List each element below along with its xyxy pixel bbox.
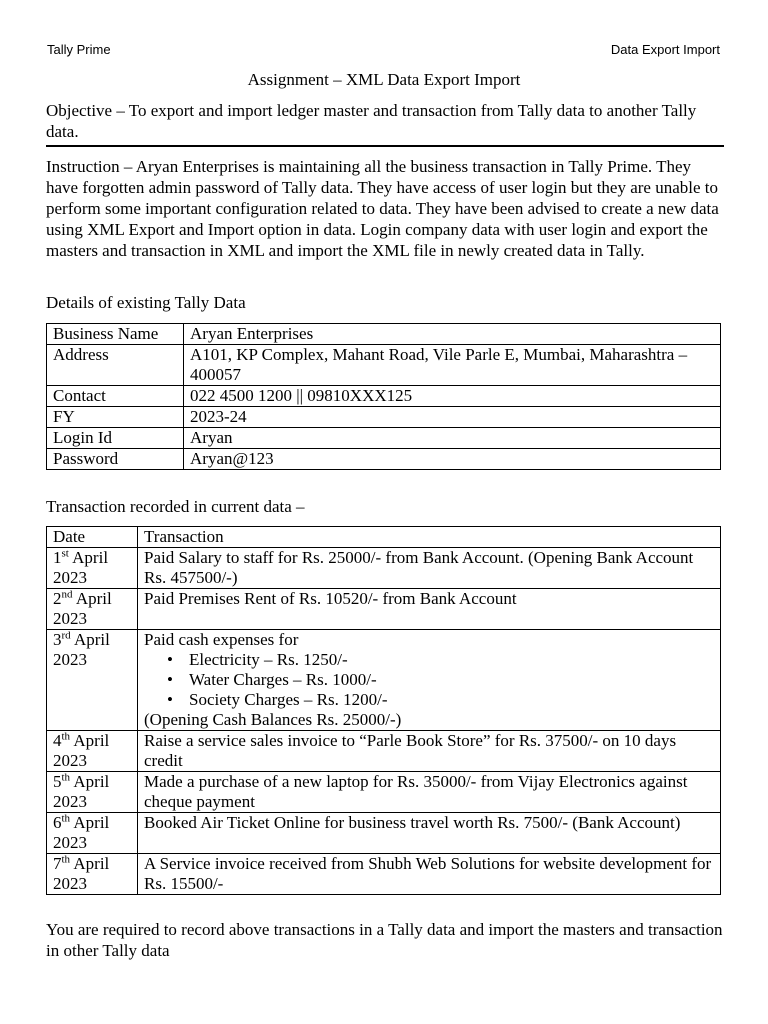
header-right: Data Export Import (610, 42, 720, 57)
transaction-row (47, 548, 721, 589)
transaction-row (47, 854, 721, 895)
transaction-row (47, 589, 721, 630)
transaction-description (138, 630, 721, 731)
date-day: 2 (53, 589, 62, 608)
transaction-text: Made a purchase of a new laptop for Rs. 35000/- from Vijay Electronics against cheque payment (144, 772, 688, 811)
date-day: 1 (53, 548, 62, 567)
details-value: 022 4500 1200 || 09810XXX125 (184, 386, 721, 407)
details-row (47, 324, 721, 345)
date-month: April (75, 589, 112, 608)
transaction-text: Booked Air Ticket Online for business travel worth Rs. 7500/- (Bank Account) (144, 813, 681, 832)
date-month: April (73, 813, 110, 832)
date-day: 4 (53, 731, 62, 750)
header-left: Tally Prime (47, 42, 111, 57)
details-row (47, 407, 721, 428)
details-key: Login Id (47, 428, 184, 449)
date-month: April (73, 854, 110, 873)
transaction-text: Raise a service sales invoice to “Parle Book Store” for Rs. 37500/- on 10 days credit (144, 731, 677, 770)
transaction-date (47, 548, 138, 589)
date-year: 2023 (53, 751, 87, 770)
instruction-text: Instruction – Aryan Enterprises is maintaining all the business transaction in Tally Prime. They have forgotten admin password of Tally data. They have access of user login but they are unable to perform some important configuration related to data. They have been advised to create a new data using XML Export and Import option in data. Login company data with user login and export the masters and transaction in XML and import the XML file in newly created data in Tally. (46, 157, 719, 260)
page-title: Assignment – XML Data Export Import (247, 70, 521, 89)
details-key: Business Name (47, 324, 184, 345)
expense-item: • Water Charges – Rs. 1000/- (189, 670, 714, 690)
transaction-description (138, 548, 721, 589)
date-year: 2023 (53, 650, 87, 669)
date-suffix: th (61, 771, 71, 784)
date-day: 5 (53, 772, 62, 791)
transaction-date (47, 854, 138, 895)
details-key: Password (47, 449, 184, 470)
transactions-label: Transaction recorded in current data – (46, 497, 305, 516)
date-month: April (73, 772, 110, 791)
transaction-row (47, 813, 721, 854)
date-suffix: th (61, 853, 71, 866)
transaction-text: Paid cash expenses for (144, 630, 299, 649)
transaction-description (138, 589, 721, 630)
transaction-date (47, 589, 138, 630)
date-suffix: rd (61, 629, 71, 642)
details-value: Aryan Enterprises (184, 324, 721, 345)
transaction-note: (Opening Cash Balances Rs. 25000/-) (144, 710, 402, 729)
date-year: 2023 (53, 874, 87, 893)
footer-text: You are required to record above transactions in a Tally data and import the masters and transaction in other Tally data (46, 920, 723, 960)
transaction-description (138, 731, 721, 772)
date-year: 2023 (53, 833, 87, 852)
details-value: A101, KP Complex, Mahant Road, Vile Parle E, Mumbai, Maharashtra – 400057 (184, 345, 721, 386)
details-key: FY (47, 407, 184, 428)
transaction-date (47, 630, 138, 731)
date-year: 2023 (53, 609, 87, 628)
date-month: April (73, 731, 110, 750)
transactions-table (46, 526, 721, 895)
details-row (47, 428, 721, 449)
date-day: 6 (53, 813, 62, 832)
details-value: Aryan@123 (184, 449, 721, 470)
transaction-description (138, 772, 721, 813)
transaction-date (47, 731, 138, 772)
transaction-description (138, 854, 721, 895)
details-key: Address (47, 345, 184, 386)
expense-item: • Society Charges – Rs. 1200/- (189, 690, 714, 710)
date-suffix: th (61, 812, 71, 825)
expense-item: • Electricity – Rs. 1250/- (189, 650, 714, 670)
date-suffix: th (61, 730, 71, 743)
details-row (47, 386, 721, 407)
expense-list (144, 650, 714, 710)
transaction-description (138, 813, 721, 854)
transaction-row (47, 772, 721, 813)
details-row (47, 449, 721, 470)
date-day: 7 (53, 854, 62, 873)
date-month: April (73, 630, 110, 649)
details-value: Aryan (184, 428, 721, 449)
transaction-date (47, 772, 138, 813)
transaction-row (47, 630, 721, 731)
transactions-header-row (47, 527, 721, 548)
transaction-text: Paid Salary to staff for Rs. 25000/- from Bank Account. (Opening Bank Account Rs. 457500/-) (144, 548, 694, 587)
transaction-column-header: Transaction (138, 527, 721, 548)
transaction-date (47, 813, 138, 854)
details-key: Contact (47, 386, 184, 407)
date-month: April (72, 548, 109, 567)
transaction-text: A Service invoice received from Shubh Web Solutions for website development for Rs. 15500/- (144, 854, 712, 893)
details-label: Details of existing Tally Data (46, 293, 246, 312)
section-divider (46, 145, 724, 147)
details-table (46, 323, 721, 470)
date-column-header: Date (47, 527, 138, 548)
date-day: 3 (53, 630, 62, 649)
date-year: 2023 (53, 792, 87, 811)
transaction-row (47, 731, 721, 772)
transaction-text: Paid Premises Rent of Rs. 10520/- from Bank Account (144, 589, 517, 608)
date-suffix: nd (61, 588, 73, 601)
details-row (47, 345, 721, 386)
details-value: 2023-24 (184, 407, 721, 428)
objective-text: Objective – To export and import ledger master and transaction from Tally data to another Tally data. (46, 101, 697, 141)
date-year: 2023 (53, 568, 87, 587)
date-suffix: st (61, 547, 69, 560)
